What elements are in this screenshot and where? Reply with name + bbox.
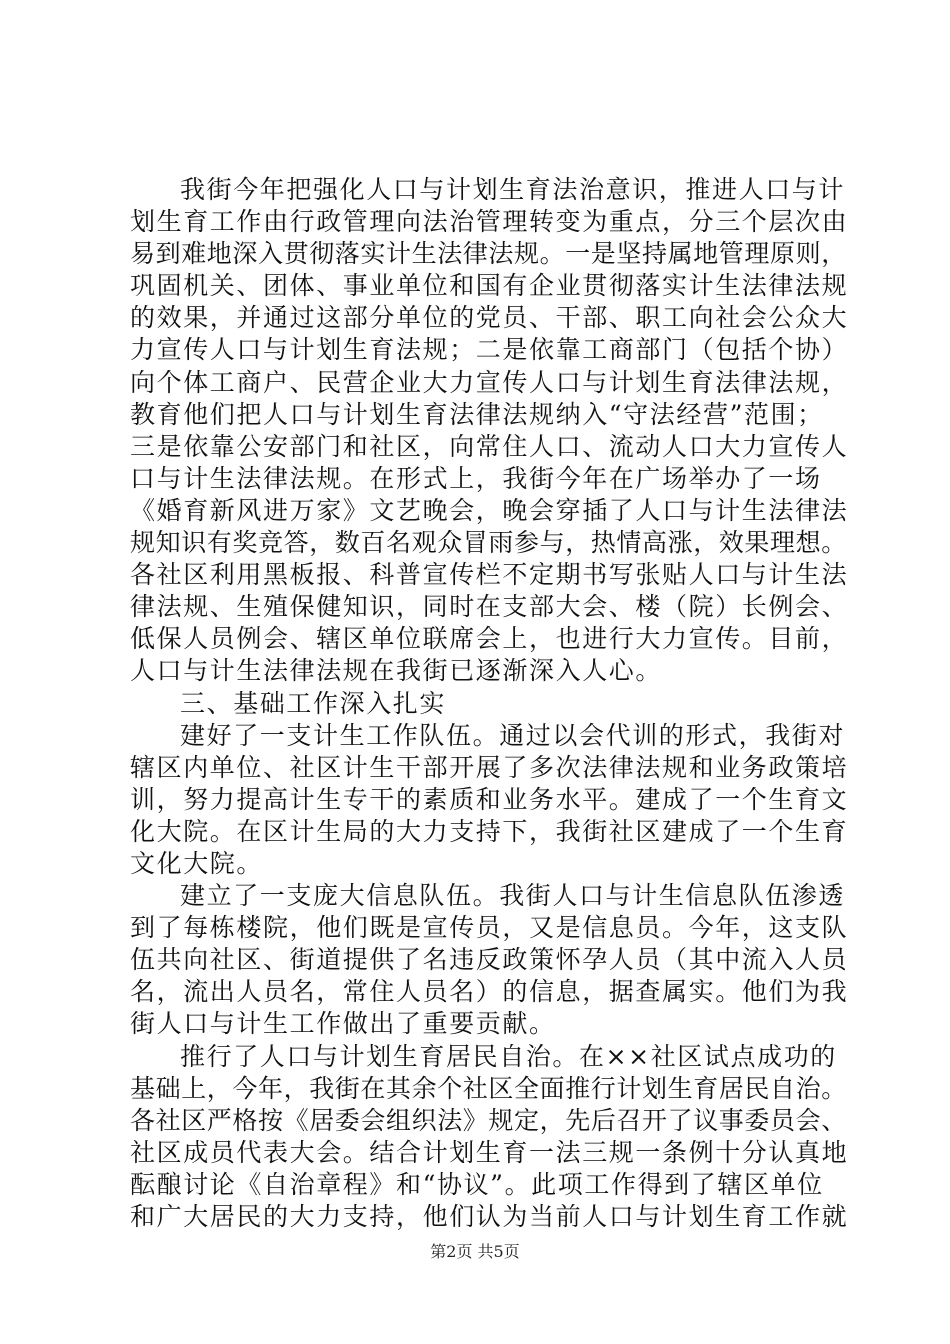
text-line: 到了每栋楼院，他们既是宣传员，又是信息员。今年，这支队 xyxy=(130,913,849,943)
text-line: 辖区内单位、社区计生干部开展了多次法律法规和业务政策培 xyxy=(130,752,849,782)
text-line: 易到难地深入贯彻落实计生法律法规。一是坚持属地管理原则， xyxy=(130,239,847,269)
text-line: 口与计生法律法规。在形式上，我街今年在广场举办了一场 xyxy=(130,463,822,493)
text-line: 三、基础工作深入扎实 xyxy=(180,688,447,718)
text-line: 社区成员代表大会。结合计划生育一法三规一条例十分认真地 xyxy=(130,1137,849,1167)
text-line: 名，流出人员名，常住人员名）的信息，据查属实。他们为我 xyxy=(130,977,849,1007)
text-line: 酝酿讨论《自治章程》和“协议”。此项工作得到了辖区单位 xyxy=(130,1169,824,1199)
text-line: 划生育工作由行政管理向法治管理转变为重点，分三个层次由 xyxy=(130,207,849,237)
text-line: 三是依靠公安部门和社区，向常住人口、流动人口大力宣传人 xyxy=(130,431,849,461)
text-line: 向个体工商户、民营企业大力宣传人口与计划生育法律法规， xyxy=(130,367,849,397)
text-line: 巩固机关、团体、事业单位和国有企业贯彻落实计生法律法规 xyxy=(130,271,849,301)
text-line: 化大院。在区计生局的大力支持下，我街社区建成了一个生育 xyxy=(130,816,849,846)
text-line: 街人口与计生工作做出了重要贡献。 xyxy=(130,1009,556,1039)
text-line: 伍共向社区、街道提供了名违反政策怀孕人员（其中流入人员 xyxy=(130,945,849,975)
text-line: 教育他们把人口与计划生育法律法规纳入“守法经营”范围； xyxy=(130,399,824,429)
text-line: 律法规、生殖保健知识，同时在支部大会、楼（院）长例会、 xyxy=(130,592,849,622)
text-line: 推行了人口与计划生育居民自治。在××社区试点成功的 xyxy=(180,1041,837,1071)
text-line: 各社区利用黑板报、科普宣传栏不定期书写张贴人口与计生法 xyxy=(130,560,849,590)
text-line: 人口与计生法律法规在我街已逐渐深入人心。 xyxy=(130,656,663,686)
text-line: 训，努力提高计生专干的素质和业务水平。建成了一个生育文 xyxy=(130,784,849,814)
text-line: 我街今年把强化人口与计划生育法治意识，推进人口与计 xyxy=(180,175,846,204)
page-footer: 第2页 共5页 xyxy=(430,1242,520,1261)
text-line: 规知识有奖竞答，数百名观众冒雨参与，热情高涨，效果理想。 xyxy=(130,528,847,558)
text-line: 低保人员例会、辖区单位联席会上，也进行大力宣传。目前， xyxy=(130,624,849,654)
text-line: 和广大居民的大力支持，他们认为当前人口与计划生育工作就 xyxy=(130,1202,849,1231)
text-line: 基础上，今年，我街在其余个社区全面推行计划生育居民自治。 xyxy=(130,1073,847,1103)
text-line: 《婚育新风进万家》文艺晚会，晚会穿插了人口与计生法律法 xyxy=(130,495,849,525)
document-body xyxy=(130,174,850,1233)
text-line: 建立了一支庞大信息队伍。我街人口与计生信息队伍渗透 xyxy=(180,881,846,911)
text-line: 建好了一支计生工作队伍。通过以会代训的形式，我街对 xyxy=(180,720,846,750)
text-line: 的效果，并通过这部分单位的党员、干部、职工向社会公众大 xyxy=(130,303,849,333)
text-line: 各社区严格按《居委会组织法》规定，先后召开了议事委员会、 xyxy=(130,1105,847,1135)
text-line: 文化大院。 xyxy=(130,848,264,878)
text-line: 力宣传人口与计划生育法规；二是依靠工商部门（包括个协） xyxy=(130,335,849,365)
